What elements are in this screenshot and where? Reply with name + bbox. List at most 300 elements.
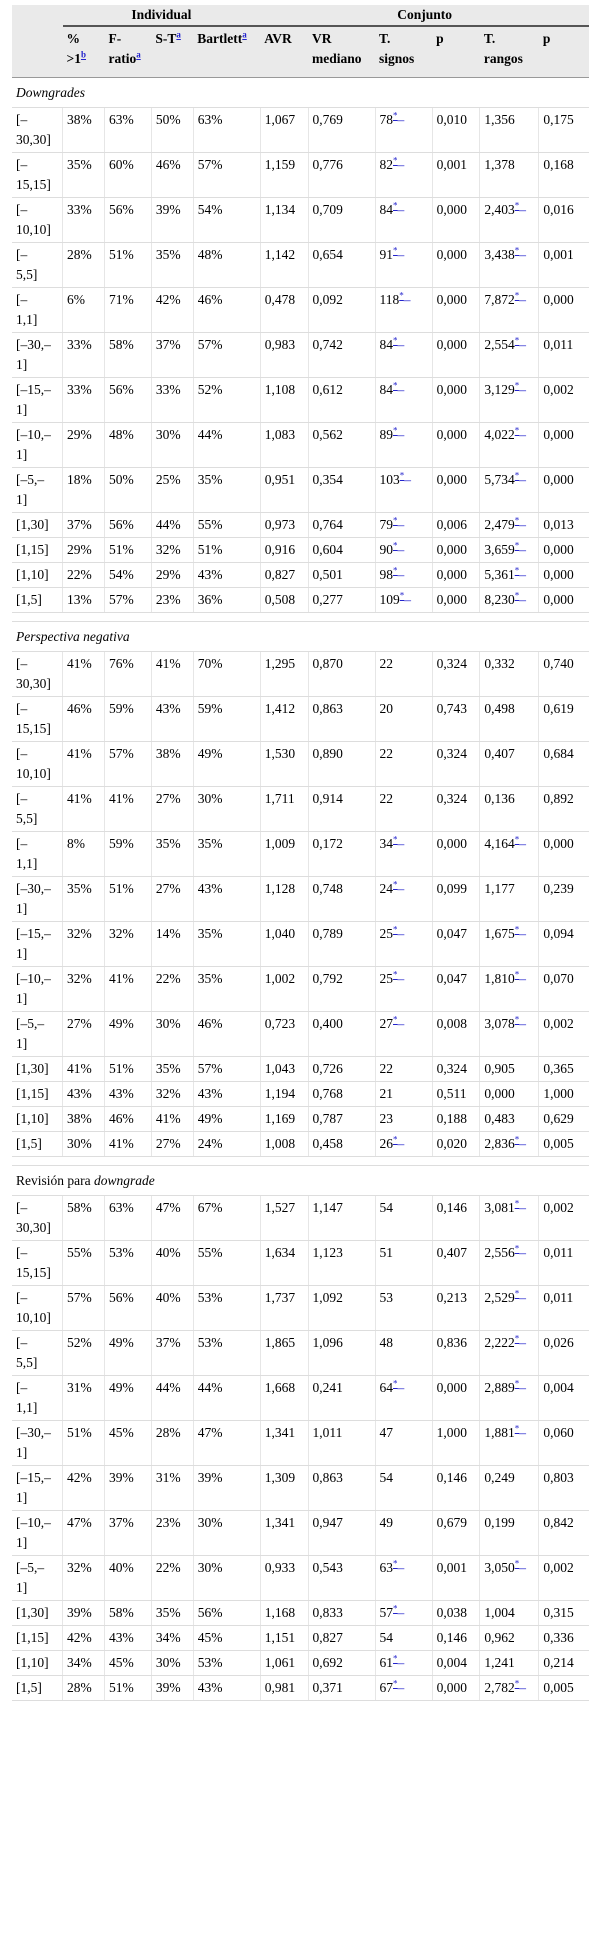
cell-vr: [308, 563, 375, 588]
cell-pct-value: 42%: [67, 1470, 92, 1485]
table-row: [12, 1651, 589, 1676]
cell-tr-value: 3,659: [484, 542, 515, 557]
cell-vr-value: 1,011: [312, 1425, 343, 1440]
cell-p2-value: 0,239: [543, 881, 574, 896]
cell-st: [151, 1196, 193, 1241]
cell-bartlett: [193, 1286, 260, 1331]
significance-star[interactable]: *: [514, 335, 520, 346]
cell-bartlett: [193, 108, 260, 153]
significance-dash: –: [397, 881, 405, 896]
cell-range-value: [1,5]: [16, 1680, 42, 1695]
cell-range-value: [–10,– 1]: [16, 427, 51, 462]
cell-pct: [63, 1331, 105, 1376]
cell-st: [151, 1421, 193, 1466]
cell-bartlett: [193, 877, 260, 922]
cell-st: [151, 538, 193, 563]
cell-fratio-value: 37%: [108, 1515, 134, 1530]
cell-pct: [63, 563, 105, 588]
significance-dash: –: [519, 836, 526, 851]
cell-fratio-value: 56%: [108, 202, 134, 217]
significance-dash: –: [519, 567, 526, 582]
cell-avr-value: 1,009: [264, 836, 296, 851]
cell-avr: [260, 877, 308, 922]
cell-vr-value: 0,870: [312, 656, 343, 671]
cell-range: [12, 1556, 63, 1601]
cell-st-value: 33%: [155, 382, 181, 397]
cell-st: [151, 588, 193, 613]
cell-pct: [63, 1012, 105, 1057]
cell-avr-value: 1,527: [264, 1200, 296, 1215]
significance-star[interactable]: *: [393, 1678, 398, 1689]
significance-star[interactable]: *: [514, 1678, 520, 1689]
significance-dash: –: [397, 1655, 405, 1670]
cell-p1-value: 0,836: [436, 1335, 467, 1350]
cell-fratio-value: 56%: [108, 517, 134, 532]
cell-p2-value: 0,336: [543, 1630, 574, 1645]
cell-fratio: [104, 967, 151, 1012]
cell-fratio: [104, 513, 151, 538]
cell-avr-value: 1,142: [264, 247, 296, 262]
cell-tr-value: 1,675: [484, 926, 515, 941]
cell-fratio-value: 49%: [108, 1016, 134, 1031]
cell-p2: [539, 1376, 589, 1421]
cell-ts-value: 25: [379, 971, 394, 986]
significance-star[interactable]: *: [514, 1198, 520, 1209]
cell-vr-value: 0,764: [312, 517, 343, 532]
significance-star[interactable]: *: [393, 200, 398, 211]
cell-avr: [260, 1196, 308, 1241]
cell-range-value: [1,5]: [16, 1136, 42, 1151]
cell-fratio-value: 50%: [108, 472, 134, 487]
significance-star[interactable]: *: [393, 540, 398, 551]
cell-ts: [375, 1012, 432, 1057]
cell-p1-value: 0,213: [436, 1290, 467, 1305]
significance-star[interactable]: *: [514, 1243, 520, 1254]
significance-star[interactable]: *: [393, 1558, 398, 1569]
cell-range: [12, 1196, 63, 1241]
cell-avr-value: 0,827: [264, 567, 296, 582]
cell-p1-value: 0,000: [436, 472, 467, 487]
significance-star[interactable]: *: [393, 879, 398, 890]
cell-pct: [63, 198, 105, 243]
cell-p2-value: 0,001: [543, 247, 574, 262]
cell-vr-value: 0,458: [312, 1136, 343, 1151]
cell-range-value: [1,10]: [16, 567, 49, 582]
cell-fratio: [104, 1601, 151, 1626]
cell-bartlett: [193, 1082, 260, 1107]
cell-avr: [260, 288, 308, 333]
cell-p2: [539, 1601, 589, 1626]
cell-avr: [260, 832, 308, 877]
cell-avr: [260, 1057, 308, 1082]
significance-star[interactable]: *: [393, 1014, 398, 1025]
cell-st-value: 28%: [155, 1425, 181, 1440]
significance-star[interactable]: *: [393, 380, 398, 391]
cell-range: [12, 697, 63, 742]
significance-dash: –: [397, 1605, 405, 1620]
cell-fratio: [104, 1376, 151, 1421]
cell-bartlett-value: 70%: [197, 656, 223, 671]
cell-avr: [260, 967, 308, 1012]
significance-star[interactable]: *: [393, 155, 398, 166]
cell-p1-value: 0,000: [436, 382, 467, 397]
cell-range-value: [– 15,15]: [16, 157, 51, 192]
cell-vr-value: 0,654: [312, 247, 343, 262]
cell-p1: [432, 1331, 480, 1376]
cell-ts: [375, 1511, 432, 1556]
cell-avr-value: 1,002: [264, 971, 296, 986]
significance-dash: –: [519, 247, 526, 262]
cell-fratio-value: 39%: [108, 1470, 134, 1485]
cell-st: [151, 243, 193, 288]
cell-st-value: 37%: [155, 1335, 181, 1350]
cell-avr: [260, 588, 308, 613]
cell-fratio: [104, 1012, 151, 1057]
cell-bartlett: [193, 1511, 260, 1556]
cell-range-value: [– 5,5]: [16, 247, 38, 282]
cell-st: [151, 1286, 193, 1331]
cell-tr: [480, 877, 539, 922]
cell-p1-value: 0,099: [436, 881, 467, 896]
cell-st: [151, 1241, 193, 1286]
cell-p2-value: 0,026: [543, 1335, 574, 1350]
significance-star[interactable]: *: [514, 425, 520, 436]
cell-fratio: [104, 652, 151, 697]
cell-ts: [375, 1651, 432, 1676]
cell-bartlett: [193, 1132, 260, 1157]
cell-st: [151, 198, 193, 243]
significance-dash: –: [519, 517, 526, 532]
significance-star[interactable]: *: [393, 969, 398, 980]
cell-avr: [260, 742, 308, 787]
significance-star[interactable]: *: [393, 1134, 398, 1145]
significance-star[interactable]: *: [393, 335, 398, 346]
cell-vr-value: 0,604: [312, 542, 343, 557]
cell-p1: [432, 468, 480, 513]
cell-bartlett: [193, 787, 260, 832]
cell-pct: [63, 1651, 105, 1676]
cell-avr: [260, 153, 308, 198]
cell-tr: [480, 652, 539, 697]
significance-star[interactable]: *: [393, 924, 398, 935]
cell-ts: [375, 563, 432, 588]
cell-ts: [375, 787, 432, 832]
cell-ts-value: 91: [379, 247, 394, 262]
cell-p2-value: 0,011: [543, 1290, 574, 1305]
cell-avr-value: 1,634: [264, 1245, 296, 1260]
cell-bartlett-value: 47%: [197, 1425, 223, 1440]
cell-fratio: [104, 198, 151, 243]
table-row: [12, 1132, 589, 1157]
significance-star[interactable]: *: [393, 110, 398, 121]
significance-star[interactable]: *: [514, 200, 520, 211]
cell-fratio-value: 56%: [108, 382, 134, 397]
significance-star[interactable]: *: [393, 1378, 398, 1389]
significance-star[interactable]: *: [393, 425, 398, 436]
cell-p1: [432, 1651, 480, 1676]
cell-bartlett: [193, 1107, 260, 1132]
significance-star[interactable]: *: [514, 834, 520, 845]
cell-pct-value: 8%: [67, 836, 86, 851]
cell-avr-value: 1,711: [264, 791, 295, 806]
significance-star[interactable]: *: [393, 1653, 398, 1664]
cell-vr-value: 0,726: [312, 1061, 343, 1076]
section-header-row: [12, 622, 589, 652]
cell-range: [12, 563, 63, 588]
cell-bartlett: [193, 1241, 260, 1286]
significance-star[interactable]: *: [393, 515, 398, 526]
cell-vr: [308, 787, 375, 832]
cell-avr: [260, 333, 308, 378]
significance-star[interactable]: *: [399, 290, 404, 301]
significance-star[interactable]: *: [514, 590, 520, 601]
cell-st: [151, 378, 193, 423]
cell-tr: [480, 468, 539, 513]
significance-star[interactable]: *: [393, 565, 398, 576]
cell-avr-value: 1,194: [264, 1086, 296, 1101]
cell-ts-value: 26: [379, 1136, 394, 1151]
cell-p2: [539, 1196, 589, 1241]
significance-star[interactable]: *: [514, 1134, 520, 1145]
cell-st-value: 35%: [155, 836, 181, 851]
cell-ts-value: 48: [379, 1335, 394, 1350]
cell-pct: [63, 967, 105, 1012]
significance-dash: –: [519, 1136, 526, 1151]
cell-fratio-value: 41%: [108, 1136, 134, 1151]
cell-pct-value: 33%: [67, 382, 92, 397]
cell-tr: [480, 1601, 539, 1626]
significance-star[interactable]: *: [514, 1333, 520, 1344]
cell-st: [151, 652, 193, 697]
cell-tr: [480, 742, 539, 787]
cell-vr-value: 0,768: [312, 1086, 343, 1101]
cell-avr-value: 1,412: [264, 701, 296, 716]
cell-pct: [63, 697, 105, 742]
cell-p2: [539, 1057, 589, 1082]
cell-p2-value: 0,011: [543, 1245, 574, 1260]
table-row: [12, 423, 589, 468]
significance-star[interactable]: *: [514, 1423, 520, 1434]
cell-range: [12, 108, 63, 153]
significance-star[interactable]: *: [393, 834, 398, 845]
cell-vr: [308, 1421, 375, 1466]
section-title-italic: Perspectiva negativa: [16, 628, 130, 644]
cell-avr: [260, 1132, 308, 1157]
cell-fratio: [104, 922, 151, 967]
cell-range: [12, 1241, 63, 1286]
cell-tr-value: 2,529: [484, 1290, 515, 1305]
cell-pct: [63, 1286, 105, 1331]
cell-ts: [375, 1286, 432, 1331]
significance-star[interactable]: *: [399, 590, 405, 601]
significance-dash: –: [397, 382, 405, 397]
cell-tr-value: 5,734: [484, 472, 515, 487]
significance-star[interactable]: *: [514, 1378, 520, 1389]
cell-p1: [432, 1107, 480, 1132]
significance-star[interactable]: *: [514, 290, 520, 301]
cell-vr: [308, 333, 375, 378]
cell-tr: [480, 1556, 539, 1601]
cell-avr: [260, 423, 308, 468]
cell-fratio-value: 54%: [108, 567, 134, 582]
cell-vr: [308, 588, 375, 613]
cell-vr-value: 1,096: [312, 1335, 343, 1350]
cell-p1: [432, 1466, 480, 1511]
significance-star[interactable]: *: [393, 1603, 398, 1614]
cell-tr-value: 1,810: [484, 971, 515, 986]
significance-star[interactable]: *: [514, 245, 520, 256]
significance-star[interactable]: *: [514, 540, 520, 551]
cell-vr-value: 0,769: [312, 112, 343, 127]
footnote-link-b[interactable]: b: [80, 49, 86, 60]
cell-ts-value: 84: [379, 382, 394, 397]
cell-ts: [375, 742, 432, 787]
cell-st-value: 40%: [155, 1290, 181, 1305]
cell-tr-value: 2,403: [484, 202, 515, 217]
cell-pct-value: 35%: [67, 157, 92, 172]
cell-tr-value: 2,554: [484, 337, 515, 352]
cell-range-value: [–5,– 1]: [16, 472, 45, 507]
cell-p1-value: 1,000: [436, 1425, 467, 1440]
cell-bartlett-value: 53%: [197, 1655, 223, 1670]
cell-p1: [432, 333, 480, 378]
cell-p1-value: 0,000: [436, 292, 467, 307]
table-row: [12, 1421, 589, 1466]
cell-p1: [432, 243, 480, 288]
significance-star[interactable]: *: [514, 380, 520, 391]
significance-star[interactable]: *: [514, 565, 520, 576]
cell-p2-value: 0,002: [543, 1200, 574, 1215]
cell-vr: [308, 288, 375, 333]
cell-ts: [375, 1556, 432, 1601]
cell-range-value: [– 10,10]: [16, 1290, 51, 1325]
cell-avr: [260, 787, 308, 832]
cell-tr-value: 4,022: [484, 427, 515, 442]
cell-st-value: 35%: [155, 247, 181, 262]
cell-bartlett-value: 43%: [197, 1680, 223, 1695]
cell-ts: [375, 333, 432, 378]
cell-p2-value: 0,842: [543, 1515, 574, 1530]
footnote-link-a[interactable]: a: [242, 29, 247, 40]
cell-fratio: [104, 1556, 151, 1601]
cell-pct: [63, 153, 105, 198]
significance-star[interactable]: *: [514, 924, 520, 935]
cell-bartlett: [193, 922, 260, 967]
cell-fratio-value: 51%: [108, 1061, 134, 1076]
cell-fratio: [104, 1676, 151, 1701]
cell-ts-value: 79: [379, 517, 394, 532]
cell-range: [12, 877, 63, 922]
cell-tr: [480, 288, 539, 333]
cell-st: [151, 563, 193, 588]
cell-st-value: 29%: [155, 567, 181, 582]
cell-range-value: [1,30]: [16, 1605, 49, 1620]
cell-avr: [260, 1511, 308, 1556]
cell-bartlett: [193, 1057, 260, 1082]
cell-fratio: [104, 1511, 151, 1556]
cell-p1-value: 0,000: [436, 337, 467, 352]
cell-p1-value: 0,146: [436, 1470, 467, 1485]
cell-avr: [260, 1241, 308, 1286]
cell-bartlett: [193, 1601, 260, 1626]
cell-p1-value: 0,000: [436, 427, 467, 442]
cell-vr-value: 0,543: [312, 1560, 343, 1575]
cell-tr: [480, 1466, 539, 1511]
significance-star[interactable]: *: [514, 1558, 520, 1569]
cell-bartlett-value: 67%: [197, 1200, 223, 1215]
cell-range-value: [1,30]: [16, 1061, 49, 1076]
cell-bartlett: [193, 1421, 260, 1466]
cell-range-value: [1,30]: [16, 517, 49, 532]
cell-range: [12, 967, 63, 1012]
section-title-italic: Downgrades: [16, 84, 86, 100]
cell-p2: [539, 787, 589, 832]
cell-st-value: 39%: [155, 1680, 181, 1695]
significance-dash: –: [397, 1136, 405, 1151]
cell-tr: [480, 832, 539, 877]
significance-dash: –: [397, 247, 405, 262]
cell-pct: [63, 1466, 105, 1511]
cell-p2: [539, 563, 589, 588]
cell-avr-value: 0,951: [264, 472, 296, 487]
cell-range-value: [–30,– 1]: [16, 337, 51, 372]
cell-tr-value: 0,199: [484, 1515, 515, 1530]
significance-dash: –: [519, 1380, 526, 1395]
significance-star[interactable]: *: [514, 515, 520, 526]
cell-p1: [432, 198, 480, 243]
cell-ts-value: 34: [379, 836, 394, 851]
significance-star[interactable]: *: [393, 245, 398, 256]
cell-p1: [432, 513, 480, 538]
cell-st-value: 43%: [155, 701, 181, 716]
cell-tr: [480, 198, 539, 243]
cell-ts-value: 90: [379, 542, 394, 557]
cell-vr-value: 0,612: [312, 382, 343, 397]
significance-star[interactable]: *: [514, 470, 520, 481]
cell-p1: [432, 652, 480, 697]
cell-vr-value: 0,241: [312, 1380, 343, 1395]
table-row: [12, 1626, 589, 1651]
cell-p2: [539, 652, 589, 697]
cell-vr: [308, 1331, 375, 1376]
significance-dash: –: [519, 592, 526, 607]
significance-star[interactable]: *: [399, 470, 405, 481]
cell-p1: [432, 922, 480, 967]
significance-star[interactable]: *: [514, 1288, 520, 1299]
cell-range: [12, 1286, 63, 1331]
cell-range: [12, 1626, 63, 1651]
cell-tr-value: 0,000: [484, 1086, 515, 1101]
significance-star[interactable]: *: [514, 969, 520, 980]
table-row: [12, 1556, 589, 1601]
cell-ts: [375, 1376, 432, 1421]
cell-p2: [539, 742, 589, 787]
cell-st: [151, 787, 193, 832]
significance-dash: –: [519, 1560, 526, 1575]
cell-fratio: [104, 1196, 151, 1241]
significance-star[interactable]: *: [514, 1014, 520, 1025]
significance-dash: –: [404, 472, 412, 487]
cell-vr: [308, 423, 375, 468]
cell-p1: [432, 1676, 480, 1701]
significance-dash: –: [519, 1335, 526, 1350]
footnote-link-a[interactable]: a: [136, 49, 141, 60]
footnote-link-a[interactable]: a: [176, 29, 181, 40]
cell-range-value: [– 30,30]: [16, 656, 51, 691]
cell-p1-value: 0,000: [436, 1380, 467, 1395]
cell-p2-value: 0,011: [543, 337, 574, 352]
cell-range-value: [– 15,15]: [16, 701, 51, 736]
